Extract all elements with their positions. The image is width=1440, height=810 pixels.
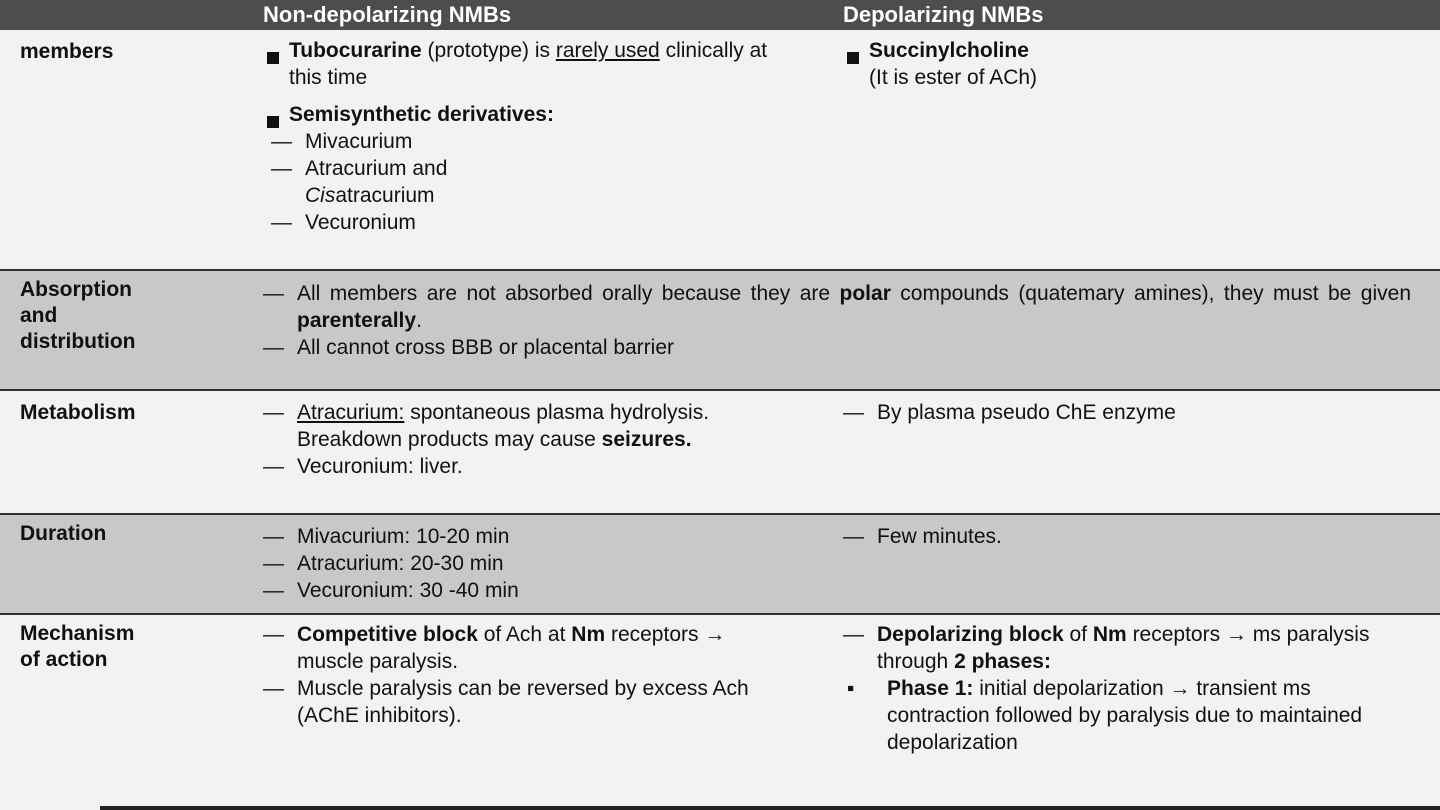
list-item: Semisynthetic derivatives: xyxy=(263,101,783,128)
row-label-members: members xyxy=(20,40,114,63)
list-item: Tubocurarine (prototype) is rarely used clinically at this time xyxy=(263,37,783,91)
list-item: — Mivacurium xyxy=(271,130,413,153)
metabolism-nondepolarizing xyxy=(263,399,808,480)
bottom-border xyxy=(100,806,1440,810)
list-item: — Mivacurium: 10-20 min xyxy=(263,525,510,548)
list-item: Succinylcholine (It is ester of ACh) xyxy=(843,37,1433,91)
list-item: — Vecuronium: liver. xyxy=(263,455,463,478)
row-members xyxy=(0,30,1440,271)
list-item: — Atracurium: spontaneous plasma hydrolysis. Breakdown products may cause seizures. xyxy=(263,401,710,451)
members-depolarizing xyxy=(843,37,1433,91)
row-duration xyxy=(0,515,1440,615)
absorption-text xyxy=(263,280,1411,361)
row-label-metabolism: Metabolism xyxy=(20,401,136,424)
list-item: — Vecuronium: 30 -40 min xyxy=(263,579,519,602)
list-item: — Atracurium and Cisatracurium xyxy=(271,157,448,207)
row-metabolism xyxy=(0,391,1440,515)
bullet-icon: ▪ xyxy=(847,677,855,700)
list-item: — Depolarizing block of Nm receptors → ms paralysis through 2 phases: xyxy=(843,623,1370,673)
metabolism-depolarizing xyxy=(843,399,1433,426)
list-item: — Few minutes. xyxy=(843,525,1002,548)
square-bullet-icon xyxy=(267,52,279,64)
list-item: — All cannot cross BBB or placental barrier xyxy=(263,336,675,359)
table-header xyxy=(0,0,1440,30)
list-item: — By plasma pseudo ChE enzyme xyxy=(843,401,1176,424)
list-item: — Competitive block of Ach at Nm receptors → muscle paralysis. xyxy=(263,623,726,673)
row-label-mechanism: Mechanism of action xyxy=(20,622,135,671)
header-depolarizing: Depolarizing NMBs xyxy=(843,2,1044,27)
members-nondepolarizing xyxy=(263,37,783,236)
square-bullet-icon xyxy=(267,116,279,128)
list-item: — Vecuronium xyxy=(271,211,416,234)
row-label-duration: Duration xyxy=(20,522,107,545)
duration-depolarizing xyxy=(843,523,1433,550)
row-label-absorption: Absorption and distribution xyxy=(20,278,136,353)
mechanism-nondepolarizing xyxy=(263,621,783,729)
mechanism-depolarizing xyxy=(843,621,1403,756)
list-item: — Muscle paralysis can be reversed by excess Ach (AChE inhibitors). xyxy=(263,677,749,727)
list-item: ▪ Phase 1: initial depolarization → transient ms contraction followed by paralysis due to maintained depolarization xyxy=(843,675,1403,756)
header-nondepolarizing: Non-depolarizing NMBs xyxy=(263,2,512,27)
row-absorption xyxy=(0,271,1440,391)
row-mechanism xyxy=(0,615,1440,810)
list-item: — All members are not absorbed orally because they are polar compounds (quatemary amines), they must be given parenterally. xyxy=(263,282,1411,332)
duration-nondepolarizing xyxy=(263,523,823,604)
list-item: — Atracurium: 20-30 min xyxy=(263,552,504,575)
square-bullet-icon xyxy=(847,52,859,64)
